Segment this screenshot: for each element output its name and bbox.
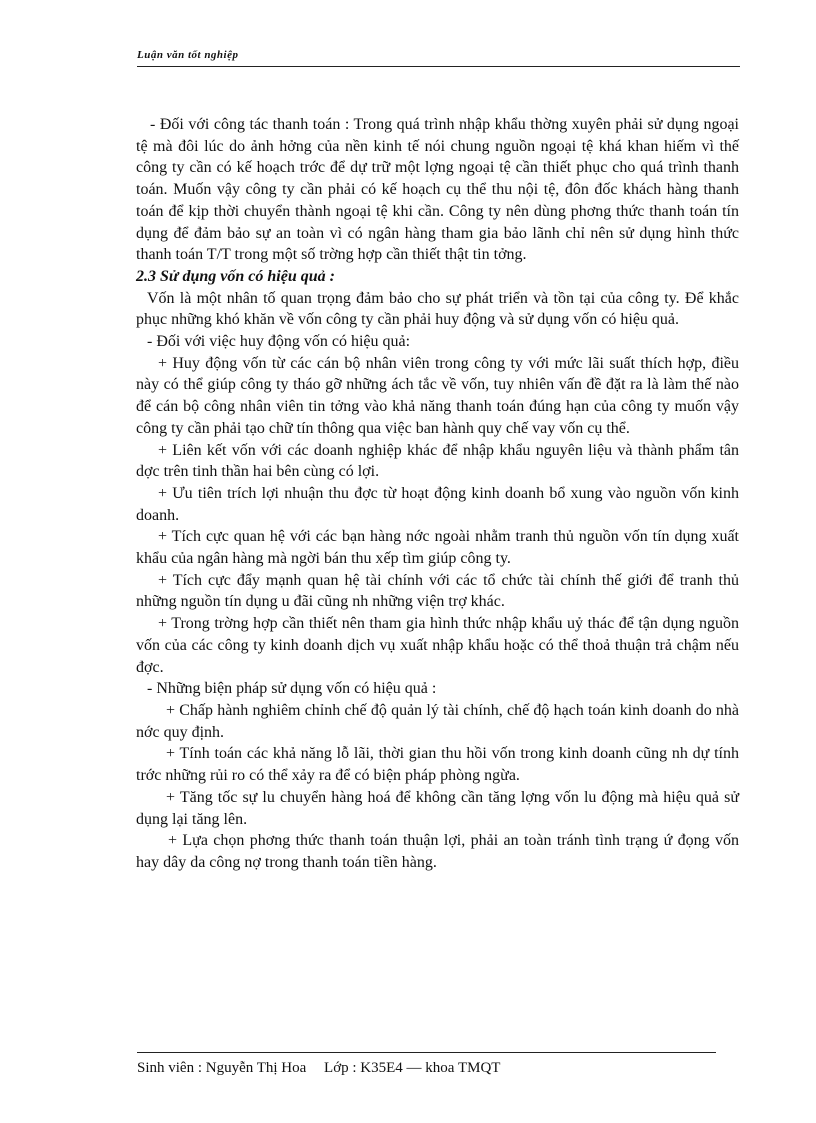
document-body [136, 114, 739, 874]
paragraph-item: + Huy động vốn từ các cán bộ nhân viên trong công ty với mức lãi suất thích hợp, điều này có thể giúp công ty tháo gỡ những ách tắc về vốn, tuy nhiên vấn đề đặt ra là làm thế nào để cán bộ công nhân viên tin tởng vào khả năng thanh toán đúng hạn của công ty muốn vậy công ty cần phải tạo chữ tín thông qua việc ban hành quy chế vay vốn cụ thể. [136, 354, 739, 437]
paragraph-usage-title: - Những biện pháp sử dụng vốn có hiệu quả : [147, 680, 437, 698]
paragraph-item: + Lựa chọn phơng thức thanh toán thuận lợi, phải an toàn tránh tình trạng ứ đọng vốn hay dây da công nợ trong thanh toán tiền hàng. [136, 832, 739, 871]
paragraph-item: + Trong trờng hợp cần thiết nên tham gia hình thức nhập khẩu uỷ thác để tận dụng nguồn vốn của các công ty kinh doanh dịch vụ xuất nhập khẩu hoặc có thể thoả thuận trả chậm nếu đợc. [136, 615, 739, 676]
paragraph-item: + Tăng tốc sự lu chuyển hàng hoá để không cần tăng lợng vốn lu động mà hiệu quả sử dụng lại tăng lên. [136, 788, 739, 828]
paragraph-item: + Chấp hành nghiêm chỉnh chế độ quản lý tài chính, chế độ hạch toán kinh doanh do nhà nớc quy định. [136, 701, 739, 741]
paragraph-item: + Tính toán các khả năng lỗ lãi, thời gian thu hồi vốn trong kinh doanh cũng nh dự tính trớc những rủi ro có thể xảy ra để có biện pháp phòng ngừa. [136, 745, 739, 785]
paragraph-item: + Tích cực quan hệ với các bạn hàng nớc ngoài nhằm tranh thủ nguồn vốn tín dụng xuất khẩu của ngân hàng mà ngời bán thu xếp tìm giúp công ty. [136, 528, 739, 568]
paragraph-payment: - Đối với công tác thanh toán : Trong quá trình nhập khẩu thờng xuyên phải sử dụng ngoại tệ mà đôi lúc do ảnh hởng của nền kinh tế nói chung nguồn ngoại tệ khá khan hiếm vì thế công ty cần có kế hoạch trớc để dự trữ một lợng ngoại tệ cần thiết phục cho quá trình thanh toán. Muốn vậy công ty cần phải có kế hoạch cụ thể thu nội tệ, đôn đốc khách hàng thanh toán để kịp thời chuyển thành ngoại tệ khi cần. Công ty nên dùng phơng thức thanh toán tín dụng để đảm bảo sự an toàn vì có ngân hàng tham gia bảo lãnh chỉ nên sử dụng hình thức thanh toán T/T trong một số trờng hợp cần thiết thật tin tởng. [136, 116, 739, 264]
header-title: Luận văn tốt nghiệp [137, 49, 239, 61]
section-heading: 2.3 Sử dụng vốn có hiệu quả : [136, 267, 335, 285]
paragraph-intro: Vốn là một nhân tố quan trọng đảm bảo cho sự phát triển và tồn tại của công ty. Để khắc phục những khó khăn về vốn công ty cần phải huy động và sử dụng vốn có hiệu quả. [136, 289, 739, 329]
paragraph-item: + Tích cực đẩy mạnh quan hệ tài chính với các tổ chức tài chính thế giới để tranh thủ những nguồn tín dụng u đãi cũng nh những viện trợ khác. [136, 571, 739, 611]
page-footer [137, 1052, 716, 1076]
footer-student: Sinh viên : Nguyễn Thị Hoa [137, 1060, 307, 1076]
footer-text [137, 1060, 514, 1077]
footer-class: Lớp : K35E4 — khoa TMQT [324, 1060, 501, 1076]
page-header [137, 50, 740, 67]
paragraph-item: + Liên kết vốn với các doanh nghiệp khác để nhập khẩu nguyên liệu và thành phẩm tân dợc trên tinh thần hai bên cùng có lợi. [136, 441, 739, 481]
paragraph-item: + Ưu tiên trích lợi nhuận thu đợc từ hoạt động kinh doanh bổ xung vào nguồn vốn kinh doanh. [136, 484, 739, 524]
paragraph-mobilize-title: - Đối với việc huy động vốn có hiệu quả: [147, 333, 411, 351]
